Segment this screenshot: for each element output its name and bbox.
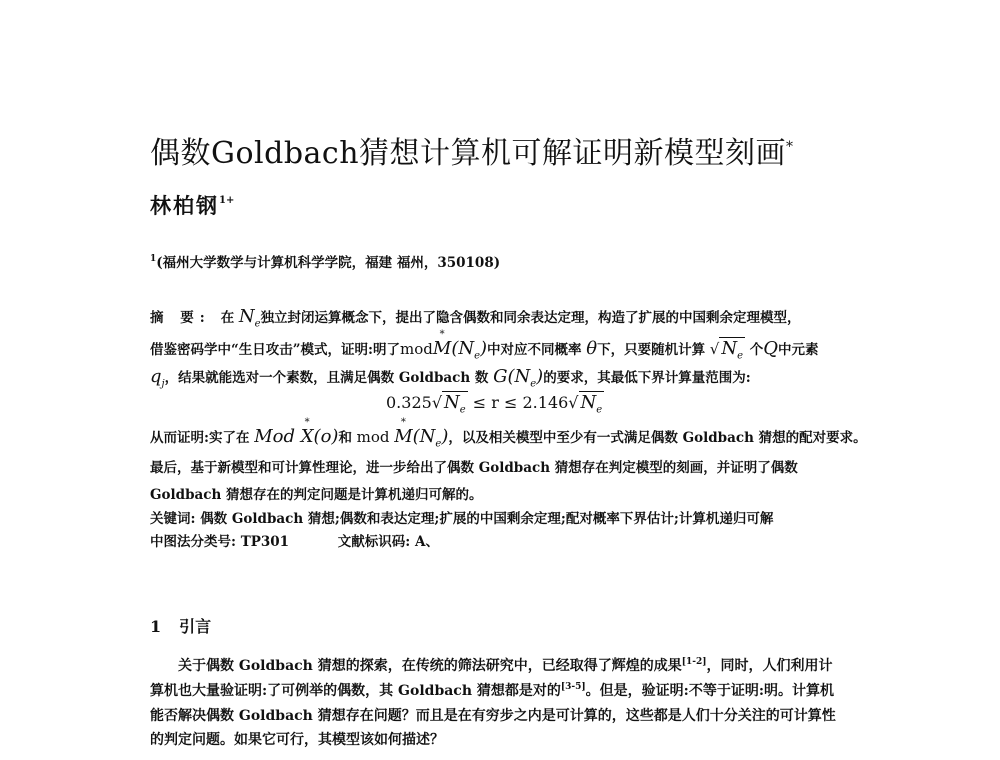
intro-line-4: 的判定问题。如果它可行，其模型该如何描述？ bbox=[150, 732, 444, 748]
abstract-line-7: Goldbach 猜想存在的判定问题是计算机递归可解的。 bbox=[150, 487, 483, 503]
bound-formula: 0.325√ $N_e \le r \le 2.146√$ $N_e$ bbox=[386, 392, 603, 416]
math-qj: $q_j$ bbox=[150, 366, 165, 390]
citation-1-2: [1-2] bbox=[681, 657, 707, 667]
keywords-label: 关键词: bbox=[150, 511, 196, 527]
section-heading bbox=[150, 614, 229, 637]
math-Mod-X: Mod * X(o) bbox=[254, 426, 338, 447]
abstract-line-2: 借鉴密码学中“生日攻击”模式，证明:明了mod* $M(N_e)$中对应不同概率 θ下，只要随机计算 √ $N_e$ 个Q中元素 bbox=[150, 338, 819, 362]
paper-title: 偶数Goldbach猜想计算机可解证明新模型刻画* bbox=[150, 136, 794, 171]
math-Ne: $N_e$ bbox=[238, 306, 261, 330]
math-G: $G(N_e)$ bbox=[493, 366, 544, 390]
abstract-line-6: 最后，基于新模型和可计算性理论，进一步给出了偶数 Goldbach 猜想存在判定模型的刻画，并证明了偶数 bbox=[150, 460, 798, 476]
classification: 中图法分类号: TP301 文献标识码: A、 bbox=[150, 534, 439, 550]
affiliation-mark: 1 bbox=[150, 254, 157, 264]
intro-line-3: 能否解决偶数 Goldbach 猜想存在问题？而且是在有穷步之内是可计算的，这些都是人们十分关注的可计算性 bbox=[150, 708, 836, 724]
abstract-line-1: 摘 要: 在 $N_e$独立封闭运算概念下，提出了隐含偶数和同余表达定理，构造了扩展的中国剩余定理模型， bbox=[150, 306, 801, 330]
abstract-line-3: $q_j$，结果就能选对一个素数，且满足偶数 Goldbach 数 $G(N_e)$的要求，其最低下界计算量范围为: bbox=[150, 366, 751, 390]
affiliation: $^1$(福州大学数学与计算机科学学院，福建 福州，350108) bbox=[150, 254, 501, 271]
section-title: 引言 bbox=[179, 617, 212, 636]
abstract-label: 摘 要: bbox=[150, 310, 211, 326]
author-mark: 1+ bbox=[219, 195, 235, 206]
intro-line-1: 关于偶数 Goldbach 猜想的探索，在传统的筛法研究中，已经取得了辉煌的成果[1-2]，同时，人们利用计 bbox=[178, 657, 833, 674]
math-Q: Q bbox=[763, 338, 778, 359]
intro-line-2: 算机也大量验证明:了可例举的偶数，其 Goldbach 猜想都是对的[3-5]。但是，验证明:不等于证明:明。计算机 bbox=[150, 682, 835, 699]
keywords bbox=[150, 507, 773, 527]
author-name: 林柏钢$^{1+}$ bbox=[150, 193, 235, 218]
citation-3-5: [3-5] bbox=[560, 682, 586, 692]
section-number: 1 bbox=[150, 617, 162, 636]
abstract-line-5: 从而证明:实了在 Mod * X(o)和 mod * $M(N_e)$，以及相关模型中至少有一式满足偶数 Goldbach 猜想的配对要求。 bbox=[150, 426, 867, 450]
math-theta: θ bbox=[586, 338, 598, 359]
title-footnote-mark: * bbox=[786, 139, 794, 155]
keywords-text: 偶数 Goldbach 猜想;偶数和表达定理;扩展的中国剩余定理;配对概率下界估计;计算机递归可解 bbox=[200, 511, 774, 527]
